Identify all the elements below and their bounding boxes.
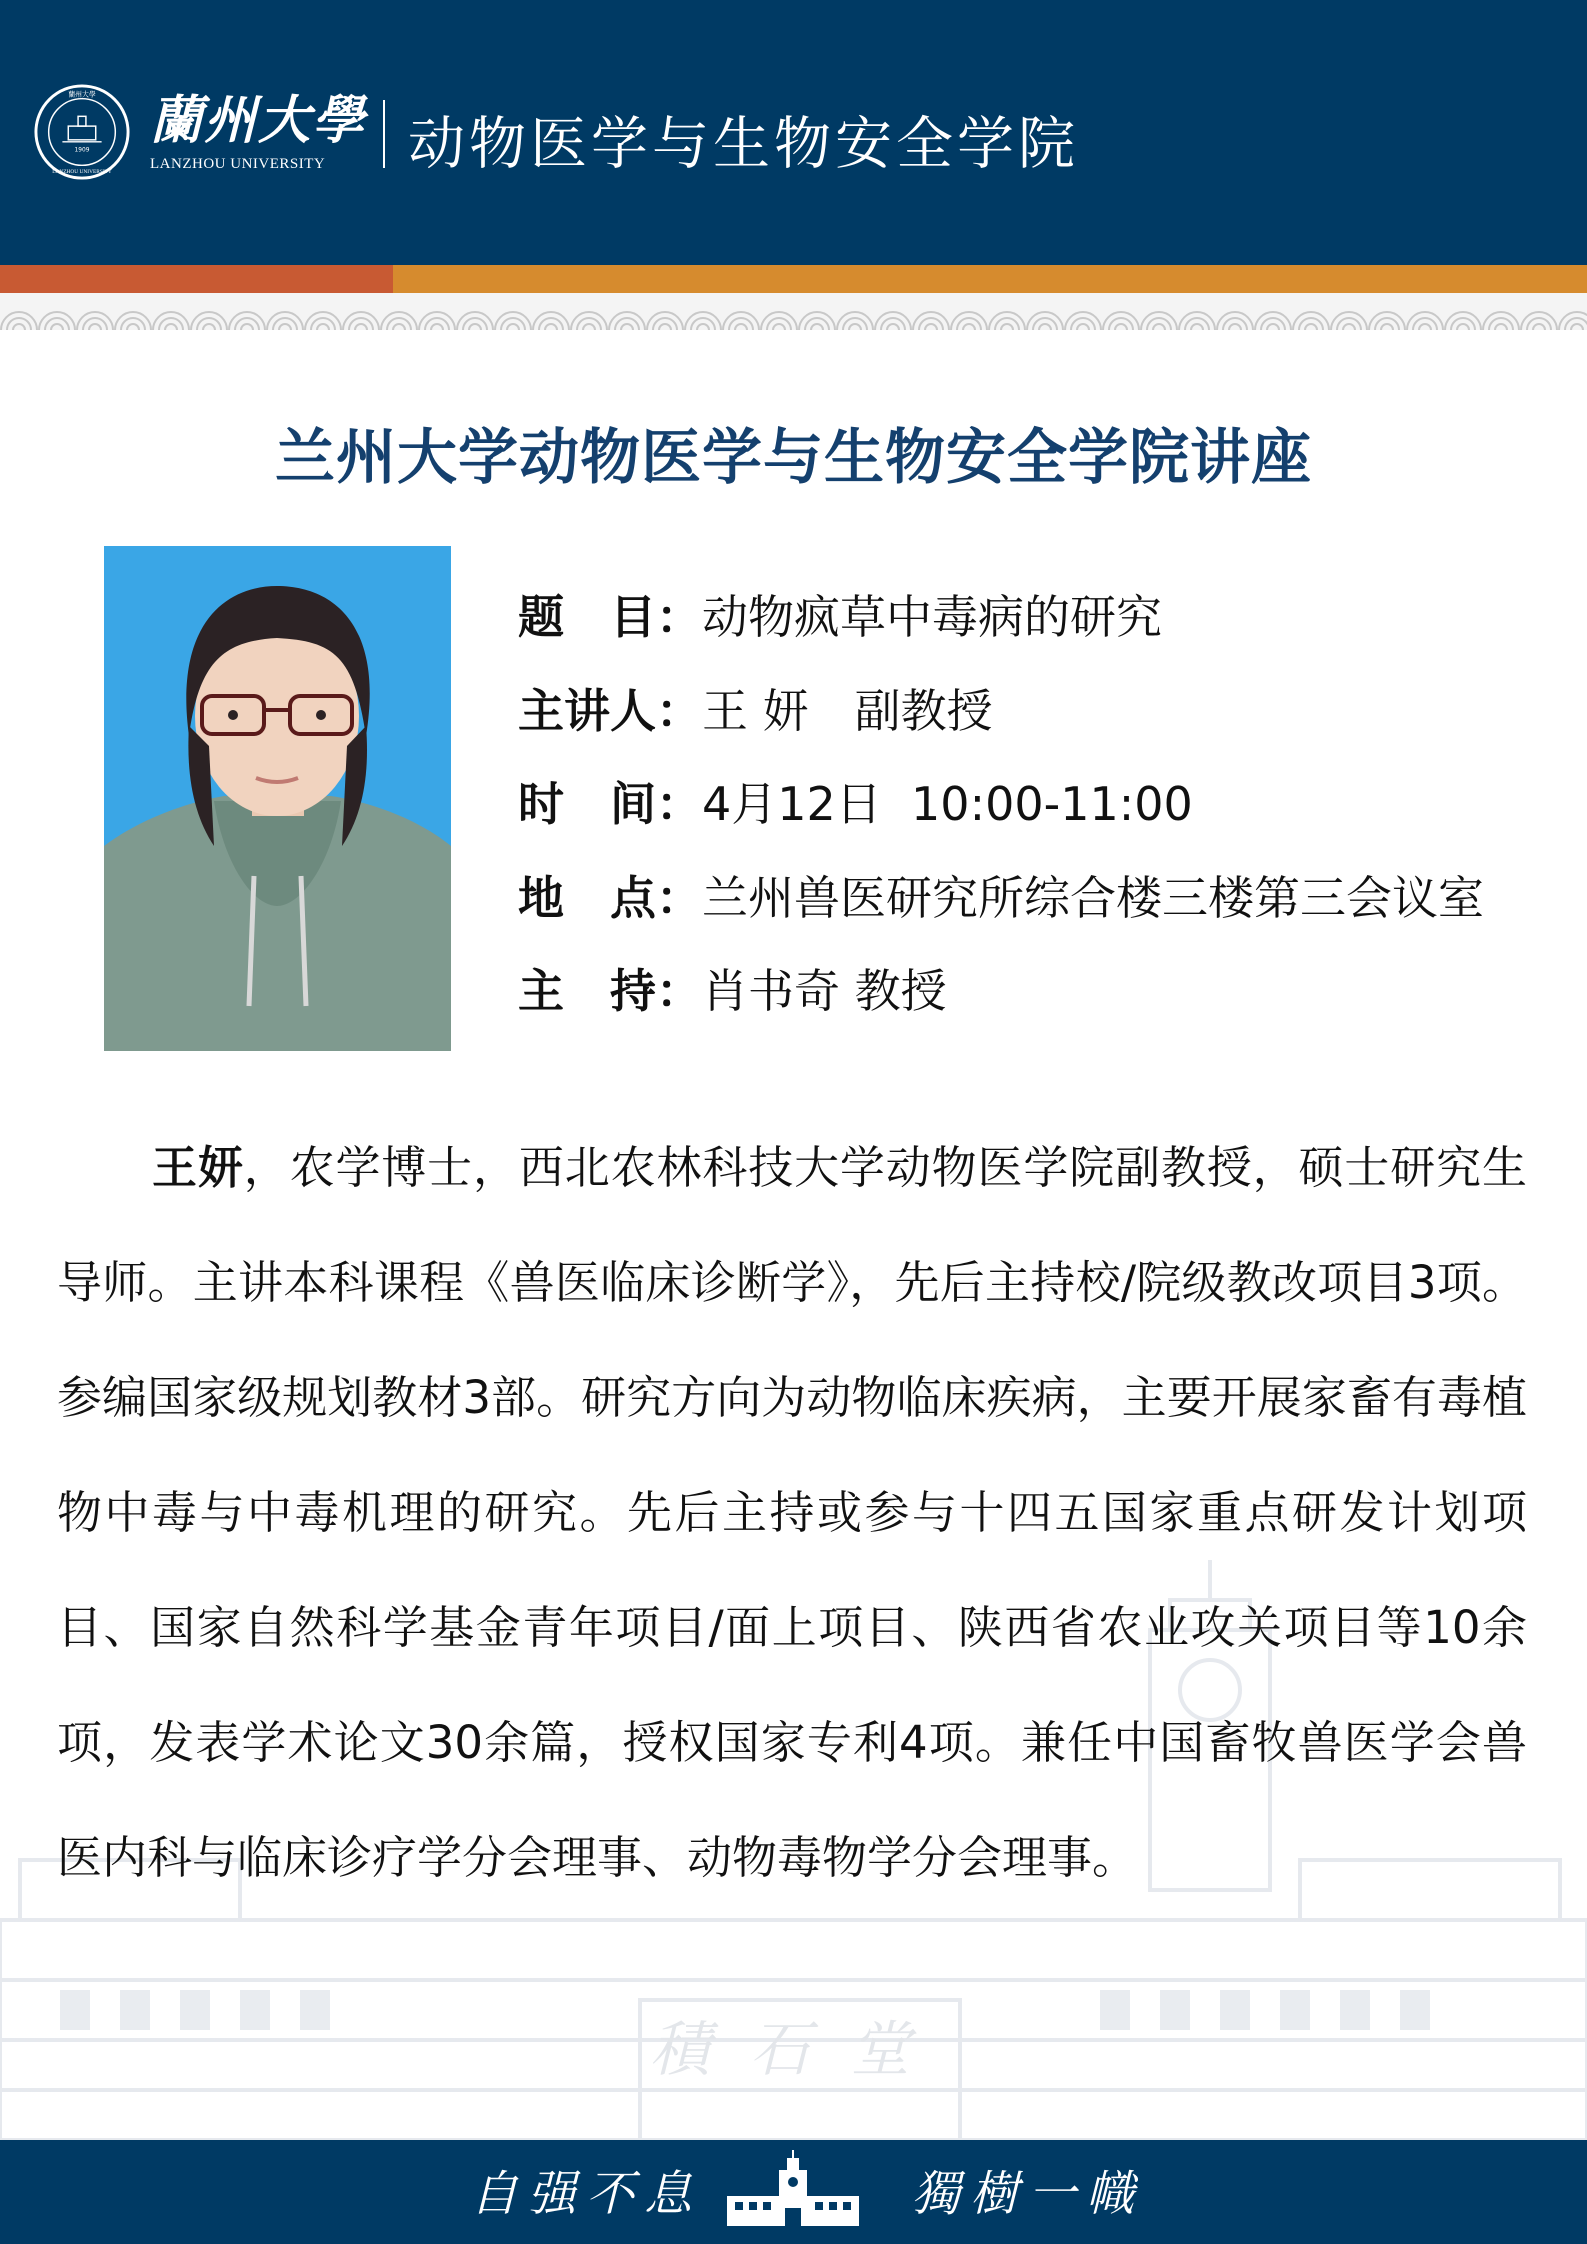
speaker-value: 王 妍 副教授 bbox=[702, 683, 993, 738]
motto-left: 自强不息 bbox=[470, 2166, 703, 2222]
emblem-text-bottom: LANZHOU UNIVERSITY bbox=[52, 169, 112, 176]
info-row-time bbox=[518, 769, 1558, 863]
topic-label: 题 目： bbox=[518, 590, 702, 644]
lecture-info bbox=[518, 582, 1558, 1050]
bio-speaker-name: 王妍 bbox=[152, 1141, 244, 1194]
info-row-host bbox=[518, 956, 1558, 1050]
time-value: 4月12日 10:00-11:00 bbox=[702, 777, 1193, 831]
speaker-bio bbox=[57, 1110, 1527, 1915]
time-label: 时 间： bbox=[518, 777, 702, 831]
info-row-topic bbox=[518, 582, 1558, 676]
info-row-location bbox=[518, 863, 1558, 957]
emblem-year: 1909 bbox=[74, 147, 90, 154]
college-name: 动物医学与生物安全学院 bbox=[408, 111, 1079, 177]
header-divider bbox=[383, 100, 385, 168]
info-row-speaker bbox=[518, 676, 1558, 770]
university-emblem-icon bbox=[33, 83, 131, 181]
host-label: 主 持： bbox=[518, 964, 702, 1018]
building-sign: 積石堂 bbox=[650, 2015, 950, 2085]
university-name: 蘭州大學 bbox=[150, 90, 367, 151]
accent-stripe-orange bbox=[393, 265, 1587, 293]
speaker-label: 主讲人： bbox=[518, 683, 702, 738]
cloud-pattern-band bbox=[0, 293, 1587, 330]
host-value: 肖书奇 教授 bbox=[702, 964, 947, 1018]
location-label: 地 点： bbox=[518, 870, 702, 925]
building-icon bbox=[727, 2150, 859, 2230]
bio-text: ，农学博士，西北农林科技大学动物医学院副教授，硕士研究生导师。主讲本科课程《兽医临床诊断学》，先后主持校/院级教改项目3项。参编国家级规划教材3部。研究方向为动物临床疾病，主要开展家畜有毒植物中毒与中毒机理的研究。先后主持或参与十四五国家重点研发计划项目、国家自然科学基金青年项目/面上项目、陕西省农业攻关项目等10余项，发表学术论文30余篇，授权国家专利4项。兼任中国畜牧兽医学会兽医内科与临床诊疗学分会理事、动物毒物学分会理事。 bbox=[57, 1141, 1527, 1884]
topic-value: 动物疯草中毒病的研究 bbox=[702, 590, 1162, 644]
university-name-en: LANZHOU UNIVERSITY bbox=[150, 156, 326, 172]
lecture-title: 兰州大学动物医学与生物安全学院讲座 bbox=[275, 423, 1312, 493]
location-value: 兰州兽医研究所综合楼三楼第三会议室 bbox=[702, 870, 1484, 925]
motto-right: 獨樹一幟 bbox=[912, 2166, 1145, 2222]
speaker-portrait-icon bbox=[104, 546, 451, 1051]
emblem-text-top: 蘭州大學 bbox=[68, 90, 96, 99]
accent-stripe-red bbox=[0, 265, 393, 293]
header-banner bbox=[0, 0, 1587, 265]
